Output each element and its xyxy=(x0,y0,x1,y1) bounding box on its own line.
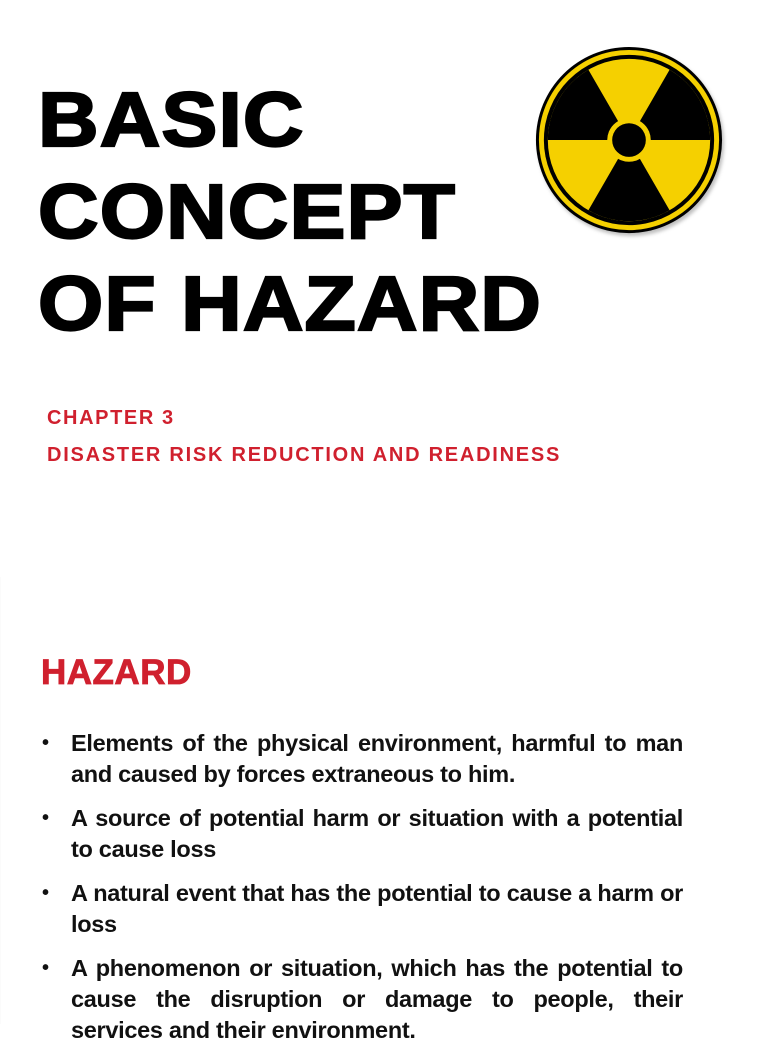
bullet-text: A natural event that has the potential to cause a harm or loss xyxy=(71,880,683,937)
title-line: OF HAZARD xyxy=(38,261,543,347)
title-line: BASIC xyxy=(38,77,305,163)
radiation-hazard-icon xyxy=(530,44,728,240)
list-item xyxy=(40,803,683,865)
chapter-label: CHAPTER 3 xyxy=(47,407,175,429)
section-heading: HAZARD xyxy=(41,653,192,692)
list-item xyxy=(40,878,683,940)
bullet-text: A phenomenon or situation, which has the potential to cause the disruption or damage to people, their services and their environment. xyxy=(71,955,683,1043)
slide-title xyxy=(38,74,542,350)
list-item xyxy=(40,728,683,790)
bullet-icon: • xyxy=(42,732,49,754)
course-title: DISASTER RISK REDUCTION AND READINESS xyxy=(47,444,562,466)
list-item xyxy=(40,953,683,1046)
bullet-text: A source of potential harm or situation with a potential to cause loss xyxy=(71,805,683,862)
title-line: CONCEPT xyxy=(38,169,456,255)
bullet-icon: • xyxy=(42,807,49,829)
bullet-icon: • xyxy=(42,882,49,904)
bullet-icon: • xyxy=(42,957,49,979)
definition-list xyxy=(40,728,683,1059)
bullet-text: Elements of the physical environment, harmful to man and caused by forces extraneous to him. xyxy=(71,730,683,787)
